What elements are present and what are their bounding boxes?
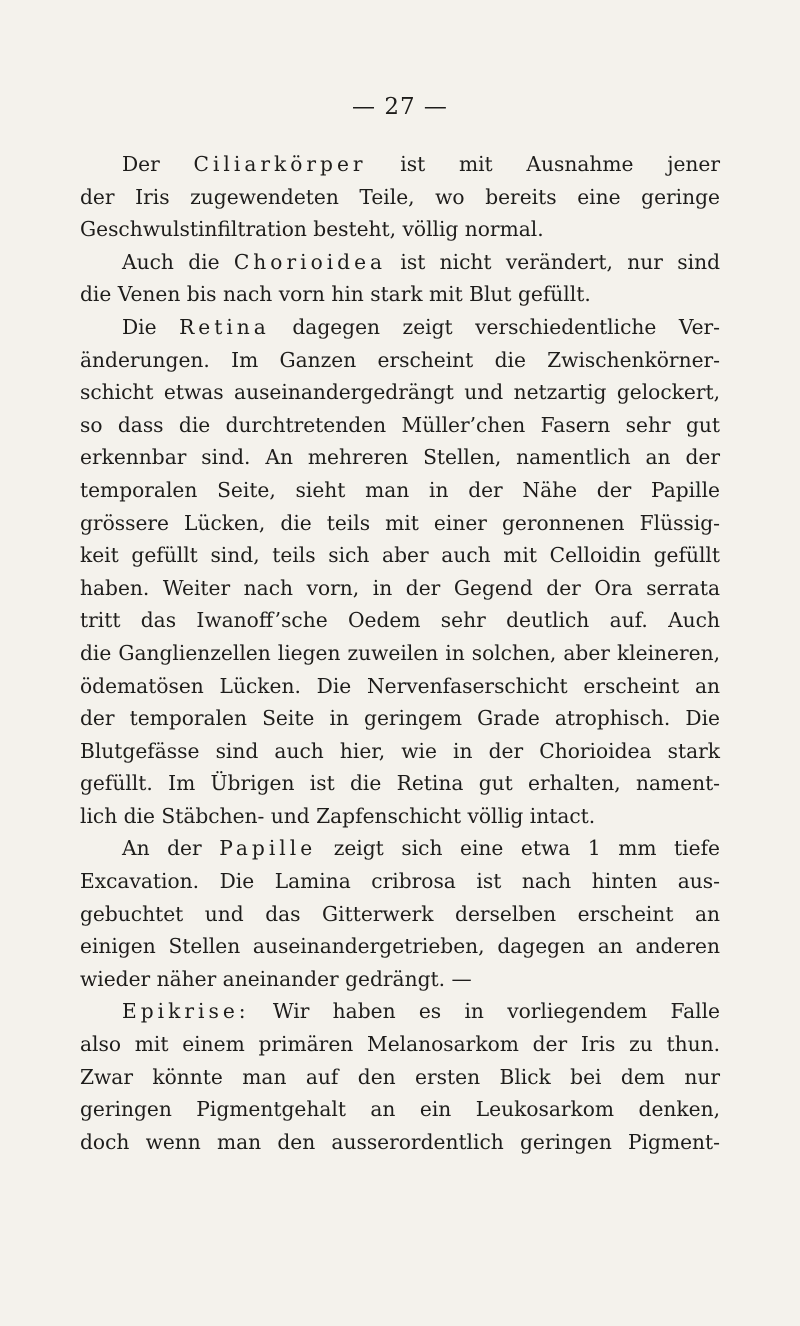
text-line — [80, 474, 720, 507]
text-line — [80, 539, 720, 572]
text-line — [80, 1126, 720, 1159]
text-line — [80, 311, 720, 344]
text-segment: schicht etwas auseinandergedrängt und netzartig gelockert, — [80, 380, 720, 405]
text-line — [80, 409, 720, 442]
text-segment: Blutgefässe sind auch hier, wie in der Chorioidea stark — [80, 738, 720, 763]
text-segment: Auch die — [122, 249, 234, 274]
text-segment: einigen Stellen auseinandergetrieben, dagegen an anderen — [80, 934, 720, 959]
text-line — [80, 800, 720, 833]
page-number: — 27 — — [352, 94, 448, 120]
text-line — [80, 213, 720, 246]
spaced-emphasis-text: Retina — [179, 314, 270, 339]
text-segment: gebuchtet und das Gitterwerk derselben erscheint an — [80, 901, 720, 926]
text-segment: zeigt sich eine etwa 1 mm tiefe — [316, 836, 720, 861]
text-line — [80, 767, 720, 800]
text-segment: wieder näher aneinander gedrängt. — — [80, 966, 472, 991]
text-segment: Geschwulstinfiltration besteht, völlig normal. — [80, 217, 544, 242]
text-segment: der Iris zugewendeten Teile, wo bereits eine geringe — [80, 184, 720, 209]
text-segment: An der — [122, 836, 220, 861]
text-segment: dagegen zeigt verschiedentliche Ver- — [269, 314, 720, 339]
text-segment: die Ganglienzellen liegen zuweilen in solchen, aber kleineren, — [80, 640, 720, 665]
text-line — [80, 507, 720, 540]
text-segment: doch wenn man den ausserordentlich geringen Pigment- — [80, 1129, 720, 1154]
text-line — [80, 735, 720, 768]
text-segment: Wir haben es in vorliegendem Falle — [249, 999, 720, 1024]
text-segment: grössere Lücken, die teils mit einer geronnenen Flüssig- — [80, 510, 720, 535]
spaced-emphasis-text: Chorioidea — [233, 249, 387, 274]
text-segment: Excavation. Die Lamina cribrosa ist nach hinten aus- — [80, 869, 720, 894]
text-segment: lich die Stäbchen- und Zapfenschicht völlig intact. — [80, 803, 596, 828]
text-segment: haben. Weiter nach vorn, in der Gegend der Ora serrata — [80, 575, 720, 600]
text-segment: ödematösen Lücken. Die Nervenfaserschicht erscheint an — [80, 673, 720, 698]
text-segment: tritt das Iwanoff’sche Oedem sehr deutlich auf. Auch — [80, 608, 720, 633]
text-segment: ist mit Ausnahme jener — [366, 152, 720, 176]
text-line — [80, 246, 720, 279]
text-line — [80, 637, 720, 670]
text-segment: ist nicht verändert, nur sind — [386, 249, 720, 274]
text-line — [80, 604, 720, 637]
text-segment: Der — [122, 152, 194, 176]
spaced-emphasis-text: Ciliarkörper — [193, 152, 367, 176]
spaced-emphasis-text: Papille — [219, 836, 317, 861]
text-segment: der temporalen Seite in geringem Grade atrophisch. Die — [80, 706, 720, 731]
text-segment: temporalen Seite, sieht man in der Nähe der Papille — [80, 477, 720, 502]
text-segment: Die — [122, 314, 180, 339]
text-line — [80, 572, 720, 605]
text-line — [80, 832, 720, 865]
text-segment: keit gefüllt sind, teils sich aber auch mit Celloidin gefüllt — [80, 543, 720, 568]
text-line — [80, 148, 720, 181]
spaced-emphasis-text: Epikrise: — [122, 999, 250, 1024]
text-segment: geringen Pigmentgehalt an ein Leukosarkom denken, — [80, 1097, 720, 1122]
text-line — [80, 670, 720, 703]
text-line — [80, 702, 720, 735]
text-line — [80, 930, 720, 963]
text-line — [80, 1028, 720, 1061]
text-segment: Zwar könnte man auf den ersten Blick bei dem nur — [80, 1064, 720, 1089]
text-segment: also mit einem primären Melanosarkom der Iris zu thun. — [80, 1032, 720, 1057]
text-segment: erkennbar sind. An mehreren Stellen, namentlich an der — [80, 445, 720, 470]
body-text — [80, 148, 720, 1158]
text-line — [80, 995, 720, 1028]
text-line — [80, 1093, 720, 1126]
text-line — [80, 898, 720, 931]
text-segment: so dass die durchtretenden Müller’chen Fasern sehr gut — [80, 412, 720, 437]
text-segment: änderungen. Im Ganzen erscheint die Zwischenkörner- — [80, 347, 720, 372]
text-line — [80, 278, 720, 311]
text-line — [80, 441, 720, 474]
text-line — [80, 865, 720, 898]
text-line — [80, 1061, 720, 1094]
text-line — [80, 963, 720, 996]
text-segment: die Venen bis nach vorn hin stark mit Blut gefüllt. — [80, 282, 591, 307]
text-line — [80, 376, 720, 409]
text-segment: gefüllt. Im Übrigen ist die Retina gut erhalten, nament- — [80, 771, 720, 796]
text-line — [80, 344, 720, 377]
text-line — [80, 181, 720, 214]
